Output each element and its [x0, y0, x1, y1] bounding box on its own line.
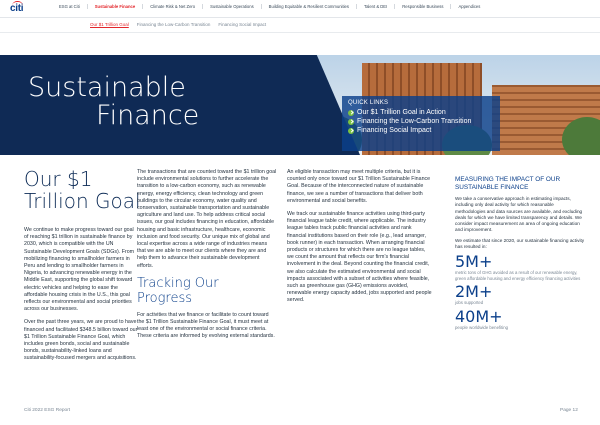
logo-text: citi: [10, 3, 24, 14]
divider: [0, 32, 600, 33]
impact-text: We take a conservative approach in estimating impacts, including only deal activity for which reasonable methodologies and data sources are available, and excluding deals for which we have limited transparency and details. We consider impact measurement an area of ongoing education and improvement.: [455, 196, 583, 233]
paragraph: An eligible transaction may meet multiple criteria, but it is counted only once toward our $1 Trillion Sustainable Finance Goal. Because of the interconnected nature of sustainable finance, we see a number of transactions that deliver both environmental and social benefits.: [287, 169, 431, 204]
page-number: Page 12: [560, 408, 578, 413]
logo-arc-icon: [12, 1, 23, 6]
nav-tab[interactable]: Sustainable Operations: [202, 4, 261, 9]
column-2: [137, 169, 277, 347]
top-navigation: [0, 0, 600, 18]
nav-tab[interactable]: Building Equitable & Resilient Communities: [261, 4, 356, 9]
stat-description: people worldwide benefiting: [455, 324, 509, 330]
paragraph: We track our sustainable finance activities using third-party financial league table credit, where applicable. The industry league tables track public financial activities and rank financial institutions based on their role (e.g., lead arranger, book runner) in each transaction. When arranging financial products or structures for which there are no league tables, we count the amount that reflects our firm's financial involvement in the deal. Beyond counting the financial credit, we also calculate the estimated environmental and social impacts associated with a subset of activities where feasible, such as greenhouse gas (GHG) emissions avoided, renewable energy capacity added, jobs supported and people served.: [287, 211, 432, 304]
paragraph: The transactions that are counted toward the $1 trillion goal include environmental solutions to further accelerate the transition to a low-carbon economy, such as renewable energy, energy efficiency, clean technology and green buildings to the circular economy, water quality and conservation, sustainable transportation and sustainable agriculture and land use. To help address critical social issues, our goal includes financing in education, affordable housing and basic infrastructure, healthcare, economic inclusion and food security. Our unique mix of global and local expertise across a wide range of industries means that we are able to meet our clients where they are and help them to advance their sustainable development efforts.: [137, 169, 277, 269]
column-3: [287, 169, 432, 311]
paragraph: Over the past three years, we are proud to have financed and facilitated $348.5 billion toward our $1 Trillion Sustainable Finance Goal, which includes green bonds, social and sustainable bonds, sustainability-linked loans and sustainability-focused mergers and acquisitions.: [24, 319, 138, 362]
quick-link-low-carbon[interactable]: Financing the Low-Carbon Transition: [348, 118, 494, 125]
page-headline: Our $1 Trillion Goal: [24, 167, 141, 213]
subnav-link[interactable]: Financing the Low-Carbon Transition: [136, 22, 211, 27]
hero-banner: [0, 55, 600, 155]
paragraph: We continue to make progress toward our goal of reaching $1 trillion in sustainable finance by 2030, which is compatible with the UN Sustainable Development Goals (SDGs). From mobilizing financing to smallholder farmers in Peru and lending to smallholder farmers in Nigeria, to advancing renewable energy in the Middle East, supporting the global shift toward electric vehicles and helping to ease the affordable housing crisis in the U.S., this goal reflects our environmental and social priorities across our businesses.: [24, 227, 135, 313]
stat-value: 40M+: [455, 306, 503, 326]
citi-logo[interactable]: [10, 3, 23, 14]
sub-navigation: [90, 22, 274, 27]
nav-tab[interactable]: Sustainable Finance: [87, 4, 143, 9]
quick-links-heading: QUICK LINKS: [348, 100, 389, 106]
nav-tab[interactable]: ESG at Citi: [59, 4, 80, 9]
hero-title-line1: Sustainable: [28, 72, 186, 103]
arrow-circle-icon: [348, 119, 354, 125]
stat-description: jobs supported: [455, 300, 484, 306]
tracking-heading: Tracking Our Progress: [137, 275, 219, 306]
nav-tab[interactable]: Climate Risk & Net Zero: [142, 4, 202, 9]
stat-value: 5M+: [455, 252, 493, 272]
footer-report-title: Citi 2022 ESG Report: [24, 408, 71, 413]
impact-sidebar: [455, 176, 585, 333]
nav-tab[interactable]: Talent & DEI: [356, 4, 394, 9]
arrow-circle-icon: [348, 128, 354, 134]
subnav-link[interactable]: Financing Social Impact: [218, 22, 267, 27]
impact-heading: MEASURING THE IMPACT OF OUR SUSTAINABLE FINANCE: [455, 176, 561, 191]
arrow-circle-icon: [348, 110, 354, 116]
nav-tab[interactable]: Responsible Business: [394, 4, 450, 9]
stat-description: metric tons of GHG avoided as a result of our renewable energy, green affordable housing and energy efficiency financing activities: [455, 270, 581, 281]
quick-link-goal[interactable]: Our $1 Trillion Goal in Action: [348, 109, 494, 116]
stat-value: 2M+: [455, 282, 493, 302]
subnav-link[interactable]: Our $1 Trillion Goal: [90, 22, 129, 27]
section-tabs: [52, 4, 487, 9]
quick-link-social-impact[interactable]: Financing Social Impact: [348, 127, 494, 134]
impact-text: We estimate that since 2020, our sustainable financing activity has resulted in:: [455, 237, 585, 250]
hero-title-line2: Finance: [96, 100, 200, 131]
nav-tab[interactable]: Appendices: [450, 4, 487, 9]
paragraph: For activities that we finance or facilitate to count toward the $1 Trillion Sustainable Finance Goal, it must meet at least one of the environmental or social finance criteria. These criteria are informed by evolving external standards.: [137, 311, 275, 340]
column-1: [24, 227, 139, 369]
quick-links-panel: [342, 96, 500, 151]
